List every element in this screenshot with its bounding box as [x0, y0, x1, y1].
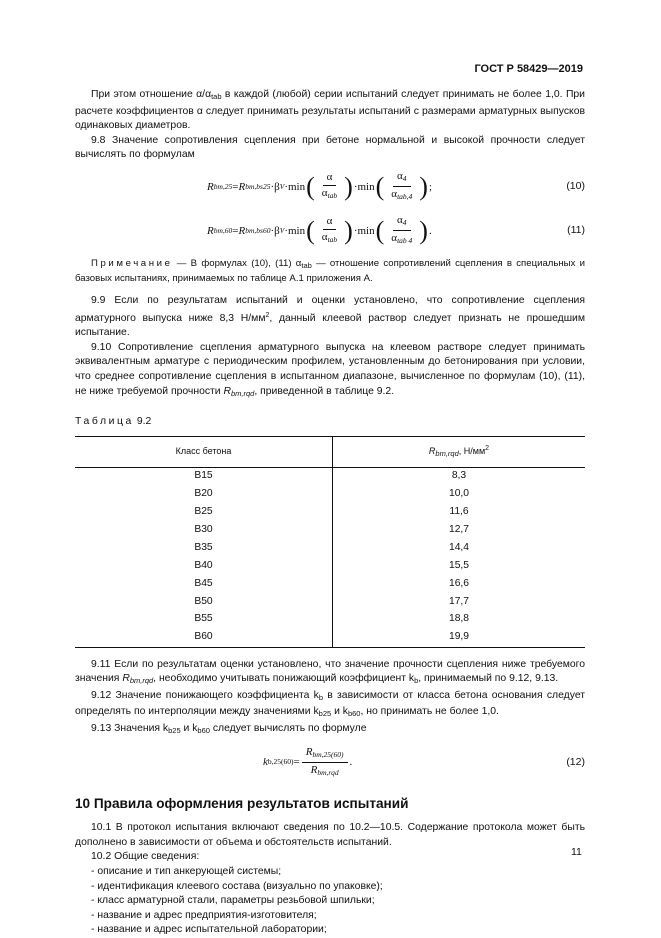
paragraph-10-1: 10.1 В протокол испытания включают сведения по 10.2—10.5. Содержание протокола может быть дополнено в зависимости от объема и обстоятельств испытаний.	[75, 822, 585, 848]
list-item: - название и адрес предприятия-изготовителя;	[91, 909, 317, 921]
paragraph-9-11: 9.11 Если по результатам оценки установлено, что значение прочности сцепления ниже требуемого значения $R_{bm,rqd}$, необходимо учитывать понижающий коэффициент $k_b$, принимаемый по 9.12, 9.13.	[75, 658, 585, 686]
paragraph-9-12: 9.12 Значение понижающего коэффициента $k_b$ в зависимости от класса бетона основания следует определять по интерполяции между значениями $k_{b25}$ и $k_{b60}$, но принимать не более 1,0.	[75, 689, 586, 719]
cell-value: 17,7	[448, 595, 470, 607]
cell-class: B25	[75, 504, 333, 522]
table-row	[75, 539, 585, 557]
formula-11: R bm,60 = R bm,bs60 · β V · min ( $\frac{\alpha}{\alpha_{tab}}$ ) · min ( $\frac{\alpha_4}{\alpha_{tab 4}}$ ) . (11)	[207, 214, 585, 246]
table-row	[75, 575, 585, 593]
cell-value: 8,3	[451, 470, 467, 482]
note: Примечание — В формулах (10), (11) $\alpha_{tab}$ — отношение сопротивлений сцепления в специальных и базовых испытаниях, принимаемых по таблице А.1 приложения А.	[75, 257, 585, 285]
list-item: - описание и тип анкерующей системы;	[91, 865, 282, 877]
table-row	[75, 504, 585, 522]
cell-class: B60	[75, 629, 333, 647]
cell-class: B15	[75, 467, 333, 485]
table-row	[75, 467, 585, 485]
cell-value: 19,9	[333, 629, 586, 647]
page-number: 11	[571, 846, 582, 858]
table-9-2	[75, 436, 585, 648]
table-row	[75, 486, 585, 504]
list-item: - идентификация клеевого состава (визуально по упаковке);	[91, 880, 383, 892]
paragraph-9-9: 9.9 Если по результатам испытаний и оценки установлено, что сопротивление сцепления арматурного выпуска ниже 8,3 $Н/мм^2$, данный клеевой раствор следует признать не прошедшим испытание.	[75, 294, 585, 339]
cell-class: B50	[75, 593, 333, 611]
cell-class: B35	[75, 539, 333, 557]
table-row	[75, 521, 585, 539]
page-body	[75, 88, 585, 938]
table-row	[75, 629, 585, 647]
table-header-row	[75, 436, 585, 467]
cell-value: 16,6	[448, 577, 470, 589]
paragraph-9-10: 9.10 Сопротивление сцепления арматурного выпуска на клеевом растворе следует принимать эквивалентным арматуре с периодическим профилем, установленным до бетонирования при условии, что среднее сопротивление сцепления в испытанном диапазоне, вычисленное по формулам (10), (11), не ниже требуемой прочности $R_{bm,rqd}$, приведенной в таблице 9.2.	[75, 341, 585, 398]
formula-12-number: (12)	[566, 755, 585, 768]
list-item: - название и адрес испытательной лаборатории;	[91, 924, 327, 936]
table-row	[75, 557, 585, 575]
paragraph-ratio: При этом отношение $\alpha/\alpha_{tab}$ в каждой (любой) серии испытаний следует принимать не более 1,0. При расчете коэффициентов α следует принимать результаты испытаний с размерами арматурных выпусков одинаковых диаметров.	[75, 89, 585, 132]
cell-class: B45	[75, 575, 333, 593]
formula-12: k b,25(60) = $\frac{R_{bm,25(60)}}{R_{bm,rqd}}$ . (12)	[263, 746, 585, 778]
cell-class: B30	[75, 521, 333, 539]
cell-value: 10,0	[448, 488, 470, 500]
cell-value: 14,4	[448, 541, 470, 553]
formula-11-number: (11)	[567, 223, 585, 236]
table-row	[75, 611, 585, 629]
list-item: - класс арматурной стали, параметры резьбовой шпильки;	[91, 895, 375, 907]
cell-class: B20	[75, 486, 333, 504]
paragraph-10-2: 10.2 Общие сведения:	[91, 851, 200, 863]
paragraph-9-8: 9.8 Значение сопротивления сцепления при бетоне нормальной и высокой прочности следует вычислять по формулам	[75, 134, 585, 161]
cell-value: 15,5	[448, 559, 470, 571]
cell-value: 11,6	[449, 506, 469, 518]
column-header-concrete-class: Класс бетона	[75, 436, 333, 467]
cell-class: B55	[75, 611, 333, 629]
section-10-heading: 10 Правила оформления результатов испытаний	[75, 795, 409, 811]
column-header-bond-strength: $R_{bm,rqd}$, $Н/мм^2$	[333, 436, 586, 467]
document-header: ГОСТ Р 58429—2019	[474, 63, 583, 75]
cell-value: 12,7	[448, 524, 470, 536]
paragraph-9-13: 9.13 Значения $k_{b25}$ и $k_{b60}$ следует вычислять по формуле	[91, 723, 367, 735]
cell-class: B40	[75, 557, 333, 575]
table-caption: Таблица 9.2	[75, 416, 152, 428]
cell-value: 18,8	[448, 613, 470, 625]
table-row	[75, 593, 585, 611]
formula-10: R bm,25 = R bm,bs25 · β V · min ( $\frac{\alpha}{\alpha_{tab}}$ ) · min ( $\frac{\alpha_4}{\alpha_{tab,4}}$ ) ; (10)	[207, 170, 585, 202]
formula-10-number: (10)	[566, 179, 585, 192]
